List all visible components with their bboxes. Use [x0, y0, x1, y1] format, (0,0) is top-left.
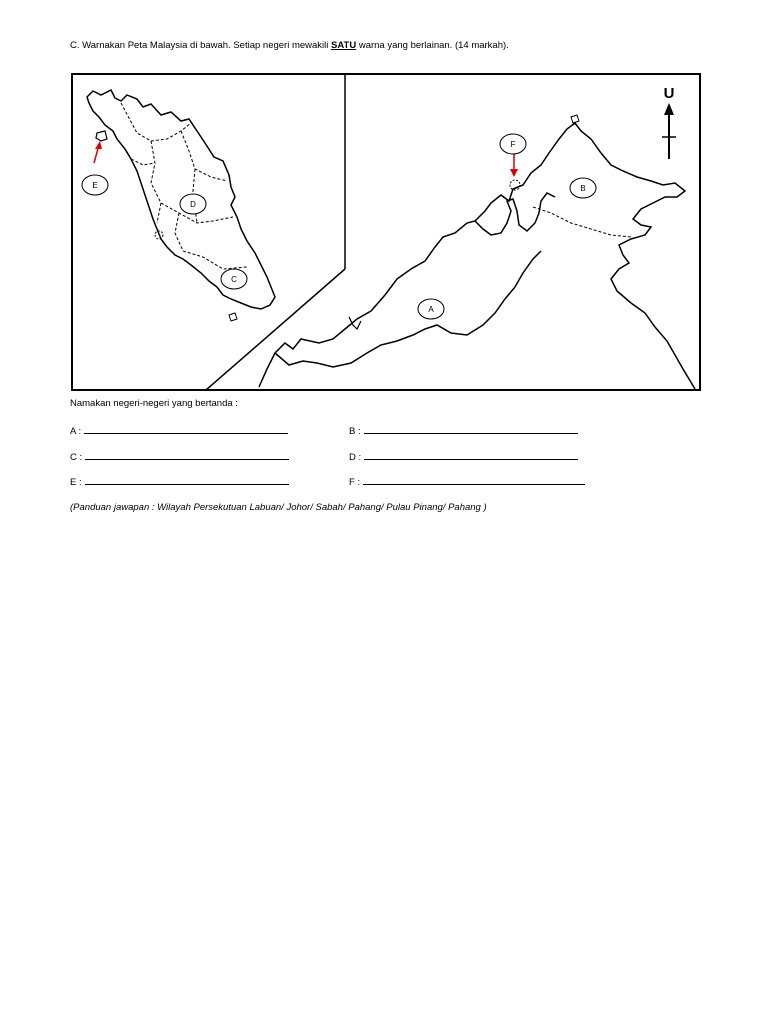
answer-f — [349, 475, 585, 488]
marker-a — [418, 299, 444, 319]
answer-f-label: F : — [349, 477, 361, 488]
marker-b-label: B — [580, 184, 586, 193]
map-frame — [72, 74, 700, 390]
marker-b — [570, 178, 596, 198]
marker-c — [221, 269, 247, 289]
answer-e — [70, 475, 289, 488]
answer-guide: (Panduan jawapan : Wilayah Persekutuan Labuan/ Johor/ Sabah/ Pahang/ Pulau Pinang/ Pahang ) — [70, 502, 487, 513]
penang-island — [96, 131, 107, 141]
north-arrow-icon — [662, 85, 676, 159]
marker-d — [180, 194, 206, 214]
north-label: U — [663, 85, 675, 102]
answer-b — [349, 424, 578, 437]
sarawak-sabah-border — [533, 207, 631, 237]
sabah-islands — [571, 115, 579, 123]
answer-c-blank[interactable] — [85, 450, 289, 460]
answer-e-blank[interactable] — [85, 475, 289, 485]
map-figure — [71, 73, 701, 391]
sarawak-inland-border — [275, 251, 541, 367]
kuching-coast — [349, 317, 361, 329]
answer-d-label: D : — [349, 452, 362, 463]
marker-e — [82, 175, 108, 195]
small-island — [229, 313, 237, 321]
question-text: Namakan negeri-negeri yang bertanda : — [70, 398, 238, 409]
red-arrow-f — [510, 153, 518, 177]
borneo-outline — [259, 123, 695, 389]
red-arrow-e — [94, 141, 102, 163]
answer-c-label: C : — [70, 452, 83, 463]
peninsular-state-borders — [121, 103, 247, 269]
marker-f-label: F — [510, 140, 516, 149]
answer-b-blank[interactable] — [364, 424, 578, 434]
instruction-text — [70, 40, 509, 51]
answer-f-blank[interactable] — [363, 475, 585, 485]
marker-e-label: E — [92, 181, 98, 190]
answer-b-label: B : — [349, 426, 361, 437]
answer-c — [70, 450, 289, 463]
marker-c-label: C — [231, 275, 237, 284]
marker-d-label: D — [190, 200, 196, 209]
answer-d-blank[interactable] — [364, 450, 578, 460]
malaysia-map — [71, 73, 701, 391]
instruction-suffix: warna yang berlainan. (14 markah). — [356, 40, 509, 51]
answer-a-blank[interactable] — [84, 424, 288, 434]
answer-e-label: E : — [70, 477, 82, 488]
brunei-bay — [475, 193, 555, 235]
instruction-emphasis: SATU — [331, 40, 357, 51]
marker-f — [500, 134, 526, 154]
marker-a-label: A — [428, 305, 434, 314]
answer-d — [349, 450, 578, 463]
answer-a-label: A : — [70, 426, 82, 437]
instruction-prefix: C. Warnakan Peta Malaysia di bawah. Setiap negeri mewakili — [70, 40, 332, 51]
answer-a — [70, 424, 288, 437]
